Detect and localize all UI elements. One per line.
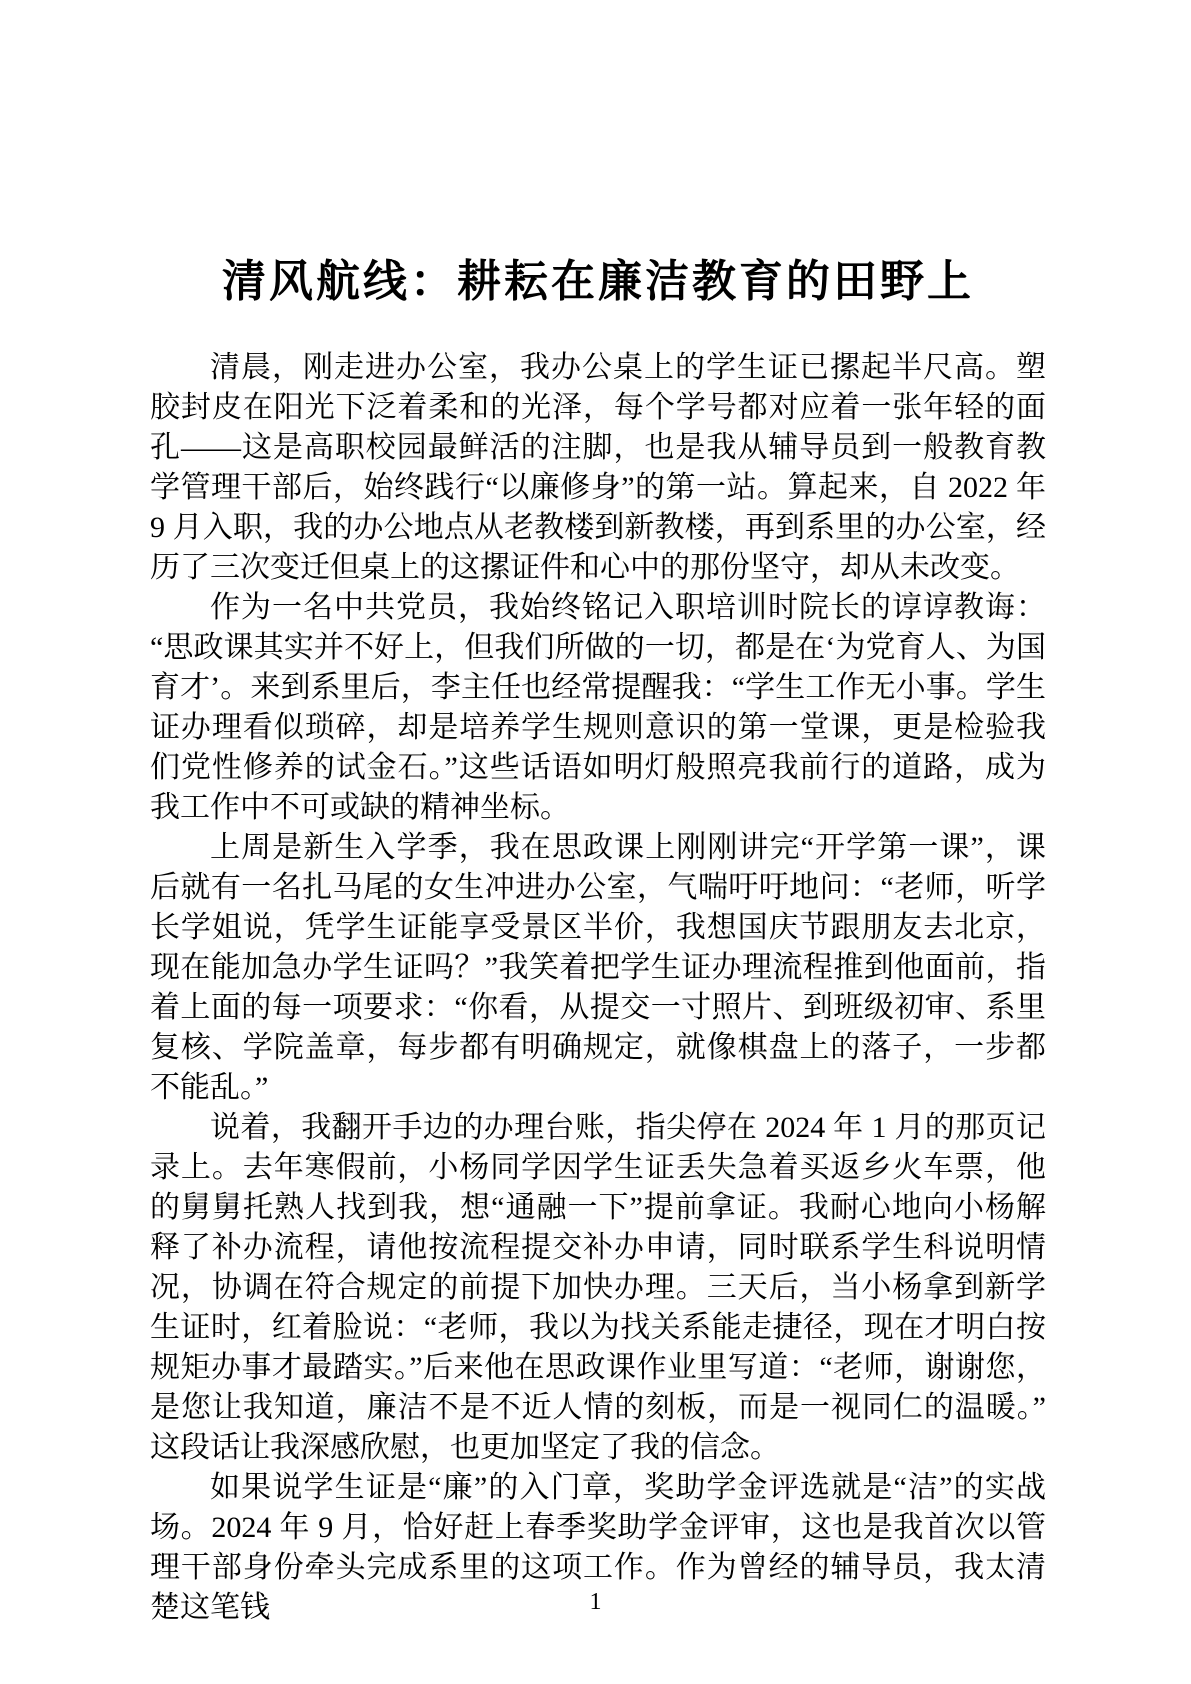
paragraph-4: 说着，我翻开手边的办理台账，指尖停在 2024 年 1 月的那页记录上。去年寒假前，小杨同学因学生证丢失急着买返乡火车票，他的舅舅托熟人找到我，想“通融一下”提前拿证。我耐心地向小杨解释了补办流程，请他按流程提交补办申请，同时联系学生科说明情况，协调在符合规定的前提下加快办理。三天后，当小杨拿到新学生证时，红着脸说：“老师，我以为找关系能走捷径，现在才明白按规矩办事才最踏实。”后来他在思政课作业里写道：“老师，谢谢您，是您让我知道，廉洁不是不近人情的刻板，而是一视同仁的温暖。”这段话让我深感欣慰，也更加坚定了我的信念。 — [150, 1111, 1046, 1465]
page-number: 1 — [589, 1589, 602, 1615]
paragraph-5: 如果说学生证是“廉”的入门章，奖助学金评选就是“洁”的实战场。2024 年 9 月，恰好赶上春季奖助学金评审，这也是我首次以管理干部身份牵头完成系里的这项工作。作为曾经的辅导员，我太清楚这笔钱 — [150, 1471, 1046, 1625]
document-content — [150, 258, 1046, 1628]
paragraph-1: 清晨，刚走进办公室，我办公桌上的学生证已摞起半尺高。塑胶封皮在阳光下泛着柔和的光泽，每个学号都对应着一张年轻的面孔——这是高职校园最鲜活的注脚，也是我从辅导员到一般教育教学管理干部后，始终践行“以廉修身”的第一站。算起来，自 2022 年 9 月入职，我的办公地点从老教楼到新教楼，再到系里的办公室，经历了三次变迁但桌上的这摞证件和心中的那份坚守，却从未改变。 — [150, 351, 1046, 585]
paragraph-3: 上周是新生入学季，我在思政课上刚刚讲完“开学第一课”，课后就有一名扎马尾的女生冲进办公室，气喘吁吁地问：“老师，听学长学姐说，凭学生证能享受景区半价，我想国庆节跟朋友去北京，现在能加急办学生证吗？”我笑着把学生证办理流程推到他面前，指着上面的每一项要求：“你看，从提交一寸照片、到班级初审、系里复核、学院盖章，每步都有明确规定，就像棋盘上的落子，一步都不能乱。” — [150, 831, 1046, 1105]
document-body — [150, 348, 1046, 1628]
paragraph-2: 作为一名中共党员，我始终铭记入职培训时院长的谆谆教诲：“思政课其实并不好上，但我们所做的一切，都是在‘为党育人、为国育才’。来到系里后，李主任也经常提醒我：“学生工作无小事。学生证办理看似琐碎，却是培养学生规则意识的第一堂课，更是检验我们党性修养的试金石。”这些话语如明灯般照亮我前行的道路，成为我工作中不可或缺的精神坐标。 — [150, 591, 1046, 825]
document-title: 清风航线：耕耘在廉洁教育的田野上 — [222, 257, 974, 306]
